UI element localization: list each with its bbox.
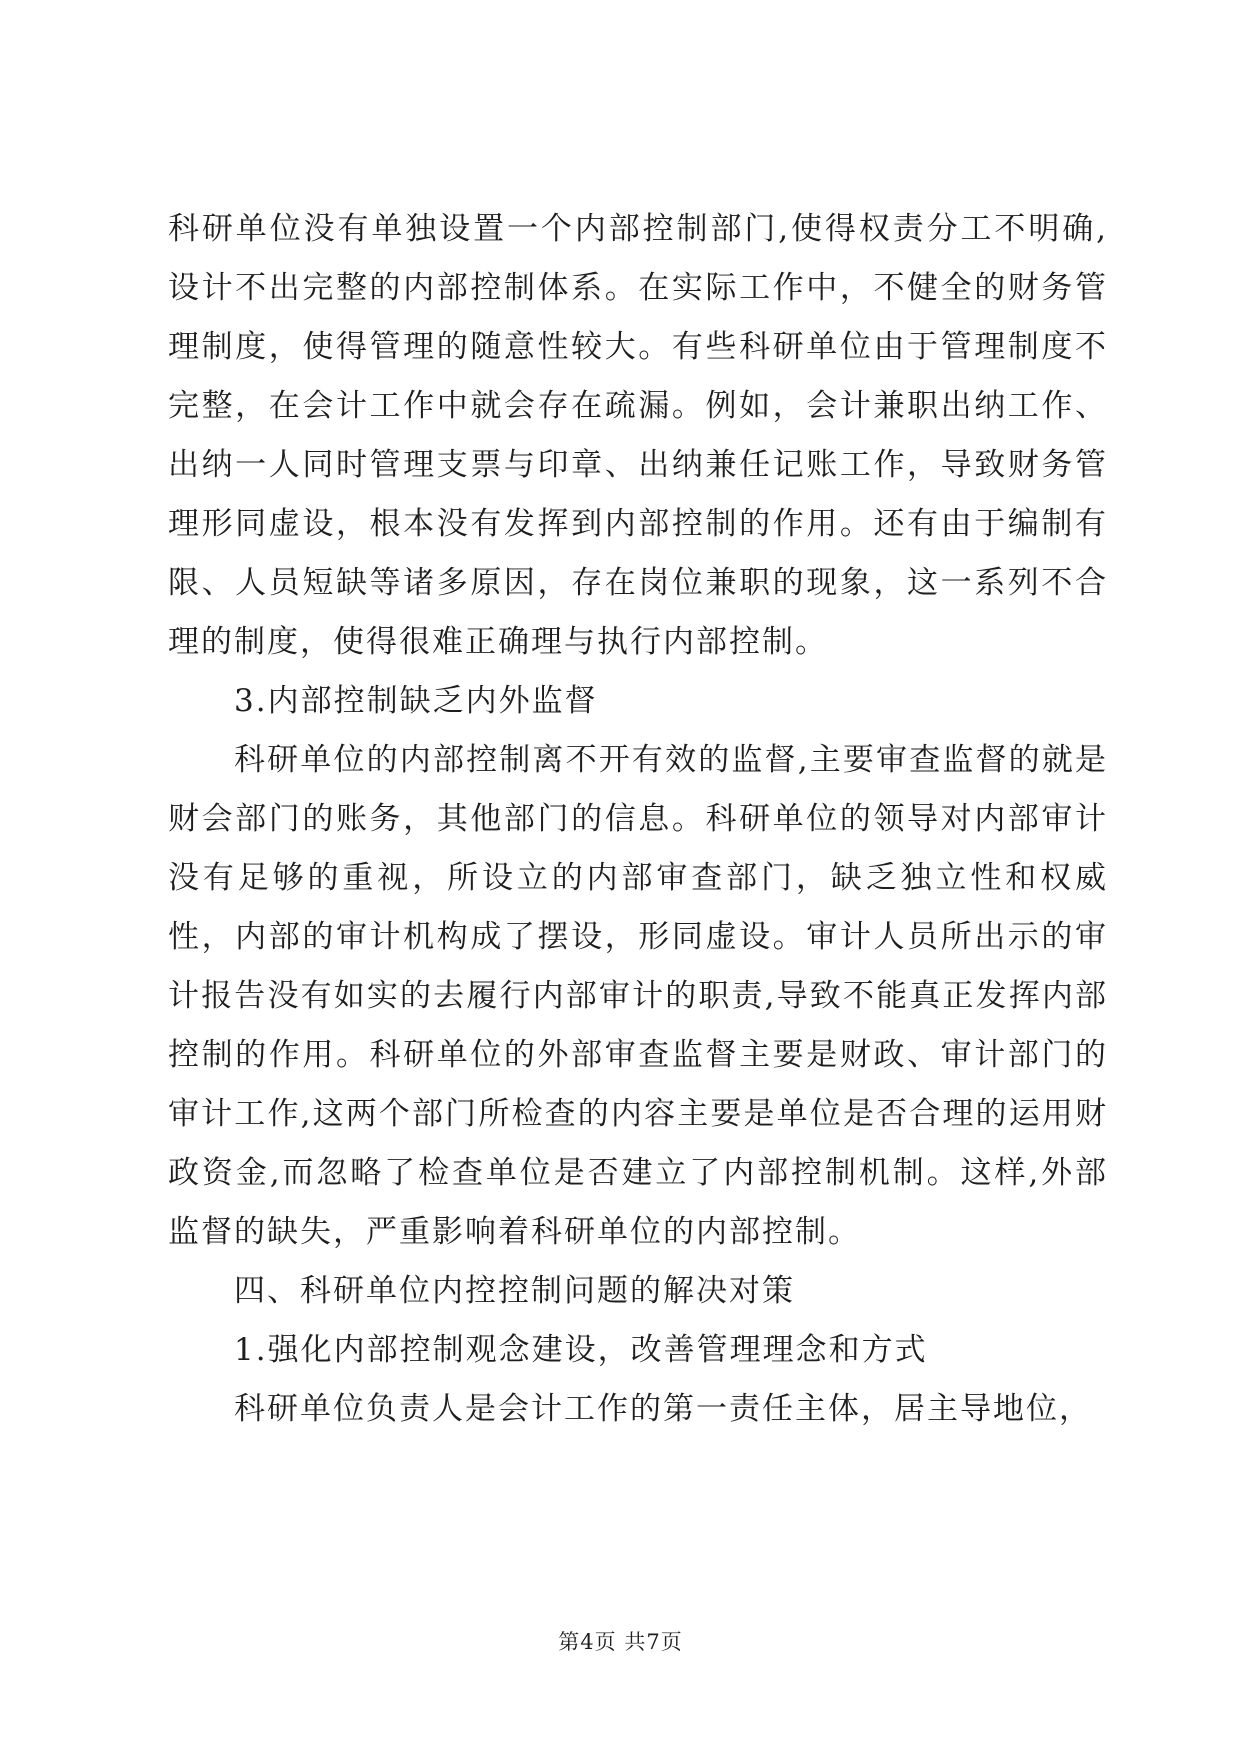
document-body	[168, 200, 1108, 1439]
paragraph-supervision: 科研单位的内部控制离不开有效的监督,主要审查监督的就是财会部门的账务，其他部门的信息。科研单位的领导对内部审计没有足够的重视，所设立的内部审查部门，缺乏独立性和权威性，内部的审计机构成了摆设，形同虚设。审计人员所出示的审计报告没有如实的去履行内部审计的职责,导致不能真正发挥内部控制的作用。科研单位的外部审查监督主要是财政、审计部门的审计工作,这两个部门所检查的内容主要是单位是否合理的运用财政资金,而忽略了检查单位是否建立了内部控制机制。这样,外部监督的缺失，严重影响着科研单位的内部控制。	[168, 742, 1108, 1250]
page-footer: 第4页 共7页	[558, 1630, 683, 1654]
section-heading-1: 1.强化内部控制观念建设，改善管理理念和方式	[234, 1332, 928, 1368]
paragraph-continued: 科研单位没有单独设置一个内部控制部门,使得权责分工不明确,设计不出完整的内部控制体系。在实际工作中，不健全的财务管理制度，使得管理的随意性较大。有些科研单位由于管理制度不完整，在会计工作中就会存在疏漏。例如，会计兼职出纳工作、出纳一人同时管理支票与印章、出纳兼任记账工作，导致财务管理形同虚设，根本没有发挥到内部控制的作用。还有由于编制有限、人员短缺等诸多原因，存在岗位兼职的现象，这一系列不合理的制度，使得很难正确理与执行内部控制。	[168, 211, 1108, 660]
section-heading-3: 3.内部控制缺乏内外监督	[234, 683, 598, 719]
paragraph-responsibility: 科研单位负责人是会计工作的第一责任主体，居主导地位，	[234, 1391, 1092, 1427]
chapter-heading-4: 四、科研单位内控控制问题的解决对策	[234, 1273, 795, 1309]
